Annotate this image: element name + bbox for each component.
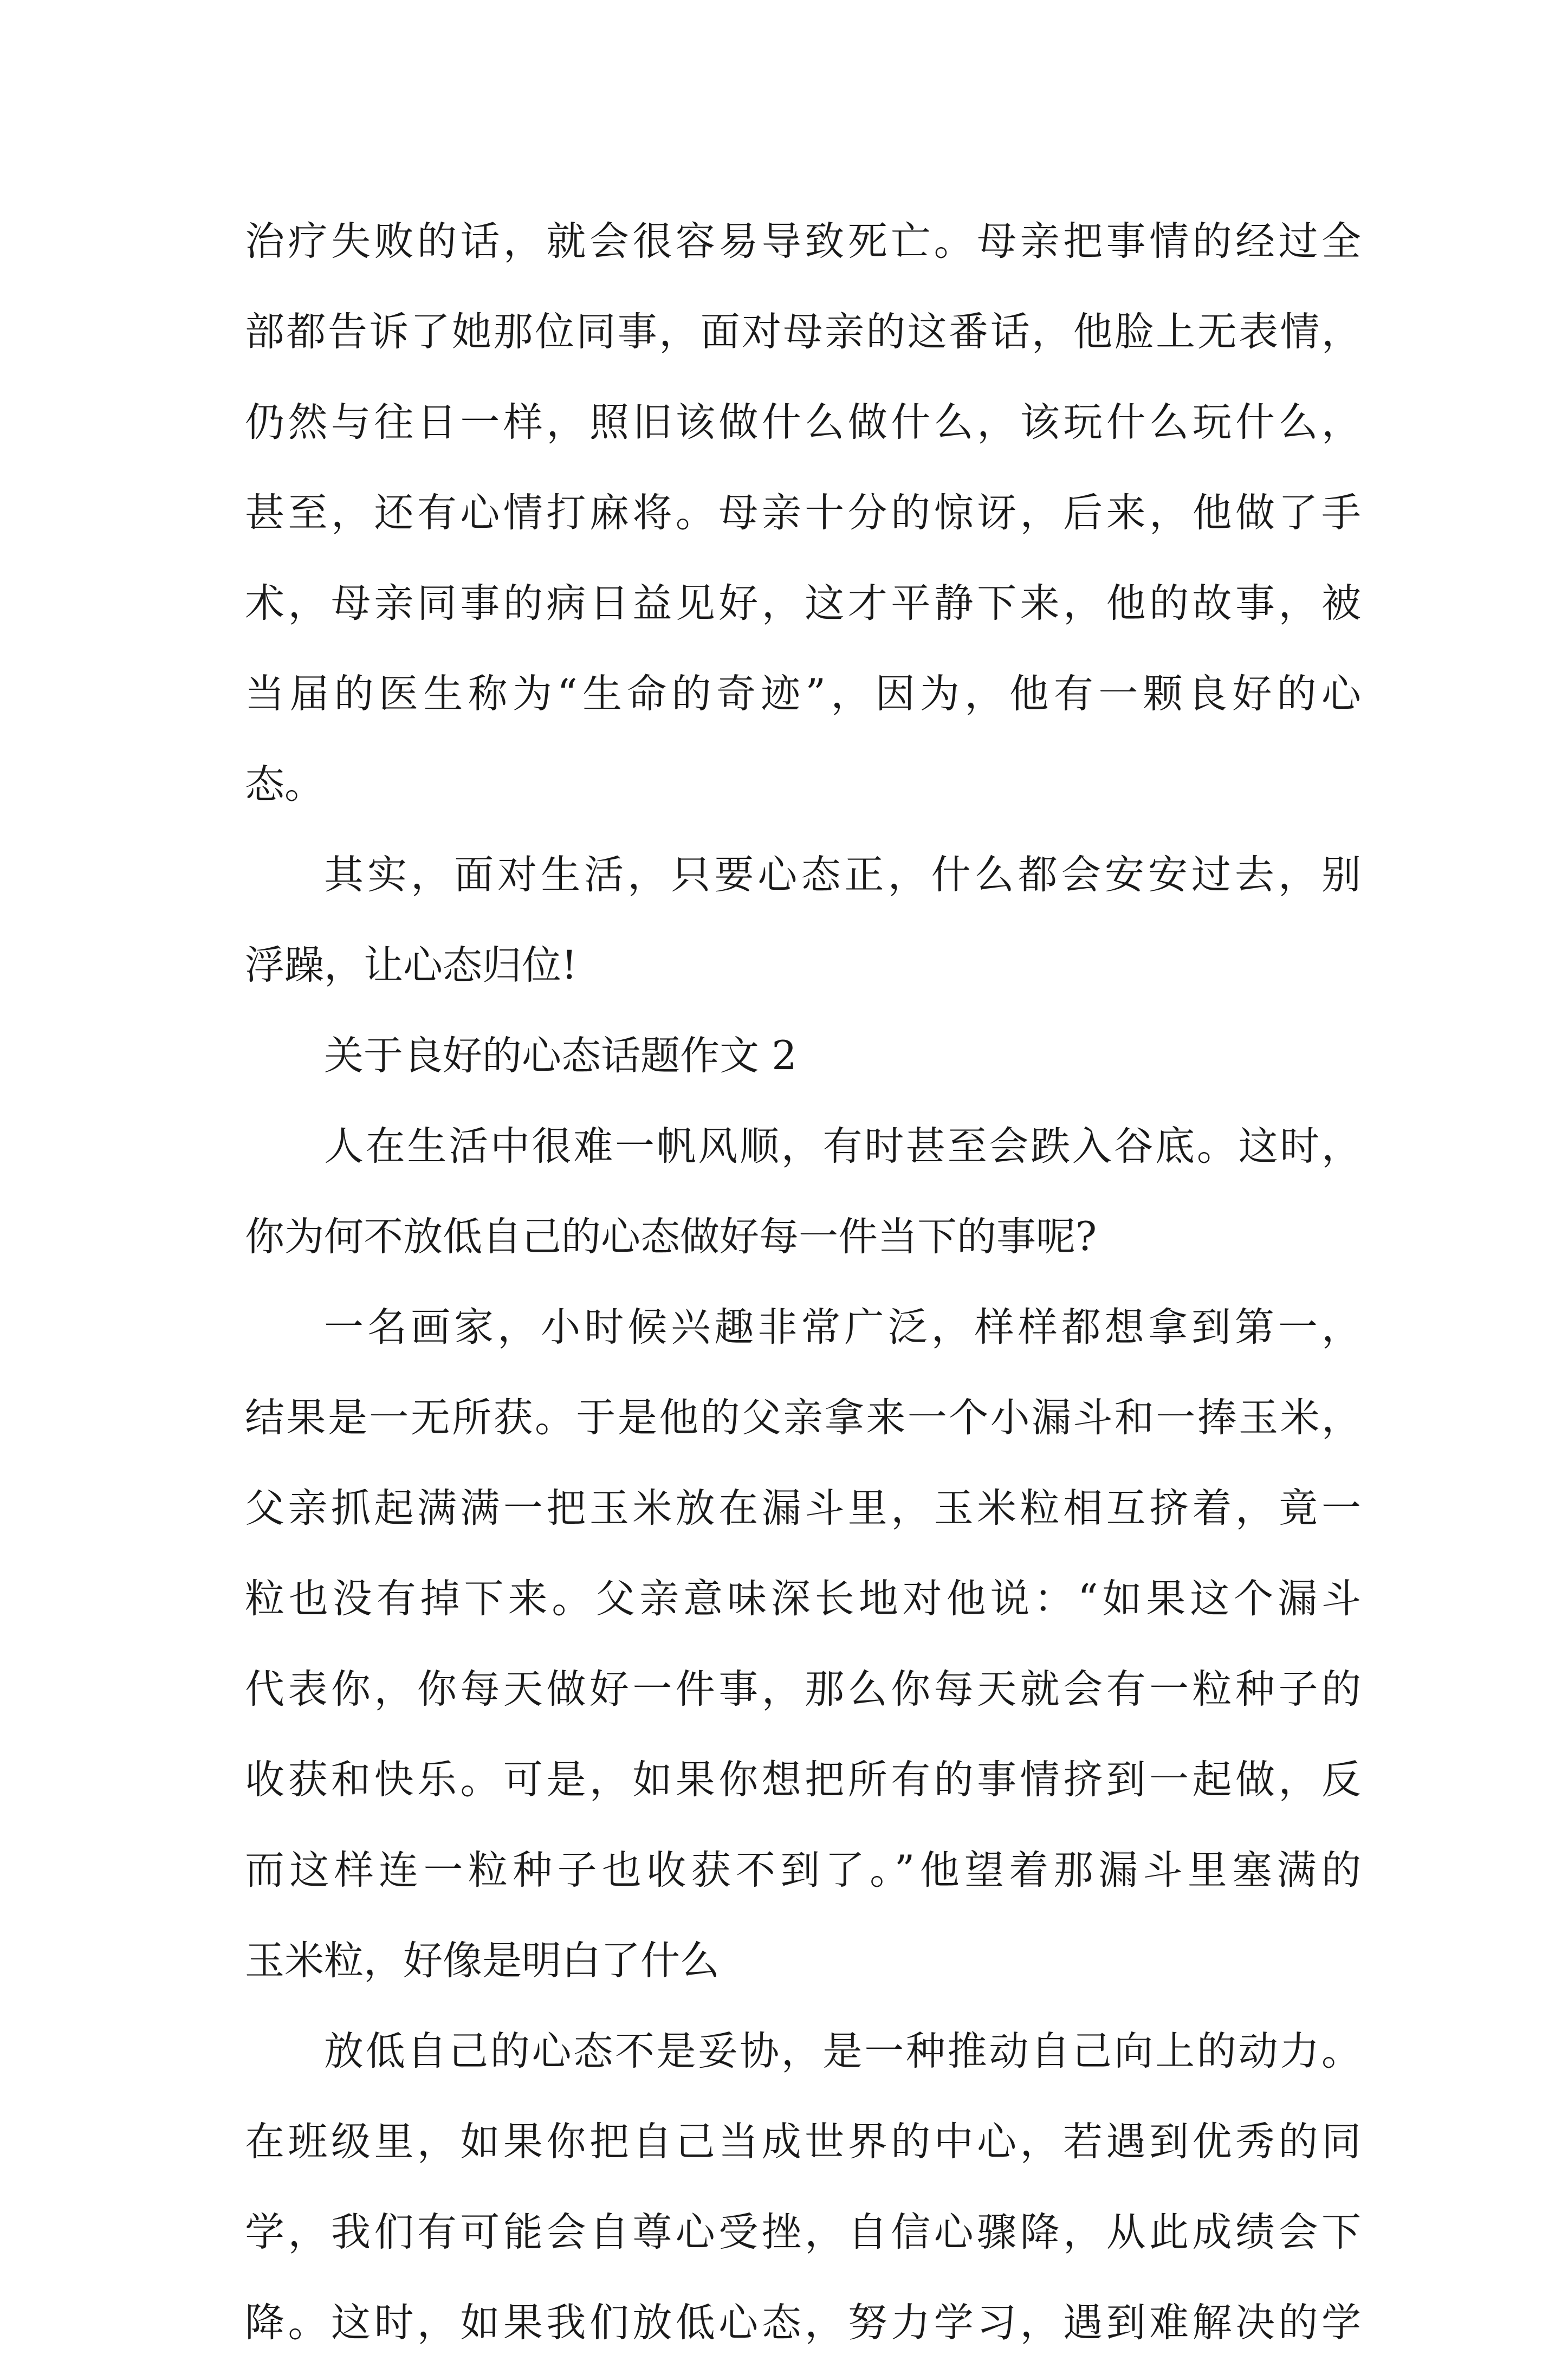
text-line: 治疗失败的话，就会很容易导致死亡。母亲把事情的经过全 bbox=[245, 218, 1361, 264]
text-line: 代表你，你每天做好一件事，那么你每天就会有一粒种子的 bbox=[245, 1666, 1361, 1712]
text-line: 学，我们有可能会自尊心受挫，自信心骤降，从此成绩会下 bbox=[245, 2209, 1361, 2255]
text-line: 部都告诉了她那位同事，面对母亲的这番话，他脸上无表情， bbox=[245, 309, 1361, 355]
text-line: 降。这时，如果我们放低心态，努力学习，遇到难解决的学 bbox=[245, 2300, 1361, 2346]
section-heading: 关于良好的心态话题作文 2 bbox=[324, 1033, 797, 1079]
text-line: 甚至，还有心情打麻将。母亲十分的惊讶，后来，他做了手 bbox=[245, 490, 1361, 536]
paragraph-first-line: 人在生活中很难一帆风顺，有时甚至会跌入谷底。这时， bbox=[324, 1123, 1361, 1169]
text-line: 粒也没有掉下来。父亲意味深长地对他说：“如果这个漏斗 bbox=[245, 1576, 1361, 1622]
paragraph-first-line: 一名画家，小时候兴趣非常广泛，样样都想拿到第一， bbox=[324, 1304, 1361, 1350]
text-line: 仍然与往日一样，照旧该做什么做什么，该玩什么玩什么， bbox=[245, 399, 1361, 445]
text-line: 术，母亲同事的病日益见好，这才平静下来，他的故事，被 bbox=[245, 580, 1361, 626]
text-line: 浮躁，让心态归位! bbox=[245, 942, 578, 988]
text-line: 父亲抓起满满一把玉米放在漏斗里，玉米粒相互挤着，竟一 bbox=[245, 1485, 1361, 1531]
text-line: 你为何不放低自己的心态做好每一件当下的事呢? bbox=[245, 1214, 1097, 1260]
text-line: 在班级里，如果你把自己当成世界的中心，若遇到优秀的同 bbox=[245, 2119, 1361, 2165]
text-line: 态。 bbox=[245, 761, 324, 807]
text-line: 收获和快乐。可是，如果你想把所有的事情挤到一起做，反 bbox=[245, 1757, 1361, 1803]
text-line: 玉米粒，好像是明白了什么 bbox=[245, 1938, 720, 1984]
text-line: 而这样连一粒种子也收获不到了。”他望着那漏斗里塞满的 bbox=[245, 1847, 1361, 1893]
paragraph-first-line: 放低自己的心态不是妥协，是一种推动自己向上的动力。 bbox=[324, 2028, 1361, 2074]
text-line: 当届的医生称为“生命的奇迹”，因为，他有一颗良好的心 bbox=[245, 671, 1361, 717]
document-body bbox=[245, 196, 1361, 2368]
text-line: 结果是一无所获。于是他的父亲拿来一个小漏斗和一捧玉米， bbox=[245, 1395, 1361, 1441]
paragraph-first-line: 其实，面对生活，只要心态正，什么都会安安过去，别 bbox=[324, 852, 1361, 898]
